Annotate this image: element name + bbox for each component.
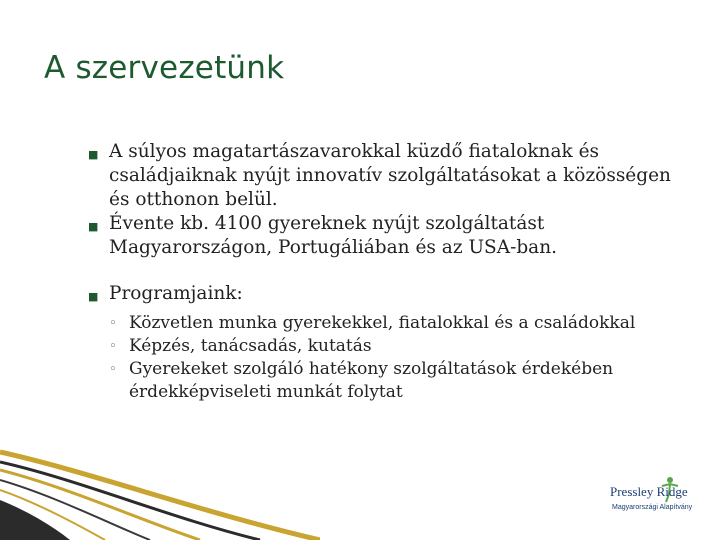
circle-bullet-icon: ◦ bbox=[109, 362, 117, 377]
corner-decoration bbox=[0, 440, 320, 540]
sub-bullet-item bbox=[109, 358, 688, 404]
sub-bullet-text: Közvetlen munka gyerekekkel, fiatalokkal és a családokkal bbox=[129, 313, 636, 333]
square-bullet-icon: ■ bbox=[88, 220, 99, 233]
sub-bullet-list bbox=[109, 312, 688, 404]
square-bullet-icon: ■ bbox=[88, 290, 99, 303]
circle-bullet-icon: ◦ bbox=[109, 316, 117, 331]
sub-bullet-text: Gyerekeket szolgáló hatékony szolgáltatások érdekében érdekképviseleti munkát folytat bbox=[129, 359, 614, 402]
circle-bullet-icon: ◦ bbox=[109, 339, 117, 354]
sub-bullet-item bbox=[109, 335, 688, 358]
sub-bullet-item bbox=[109, 312, 688, 335]
bullet-item-programs bbox=[88, 282, 688, 306]
logo-tagline: Magyarországi Alapítvány bbox=[612, 504, 693, 511]
slide-title: A szervezetünk bbox=[44, 50, 285, 86]
logo-brand-text: Pressley Ridge bbox=[610, 484, 688, 499]
bullet-text: Évente kb. 4100 gyereknek nyújt szolgáltatást Magyarországon, Portugáliában és az USA-ban. bbox=[109, 213, 558, 258]
bullet-list bbox=[88, 140, 688, 404]
programs-label: Programjaink: bbox=[109, 283, 243, 304]
sub-bullet-text: Képzés, tanácsadás, kutatás bbox=[129, 336, 372, 356]
bullet-item bbox=[88, 212, 688, 260]
organization-logo bbox=[606, 476, 696, 520]
bullet-text: A súlyos magatartászavarokkal küzdő fiataloknak és családjaiknak nyújt innovatív szolgáltatásokat a közösségen és otthonon belül. bbox=[109, 141, 671, 210]
square-bullet-icon: ■ bbox=[88, 148, 99, 161]
bullet-item bbox=[88, 140, 688, 212]
